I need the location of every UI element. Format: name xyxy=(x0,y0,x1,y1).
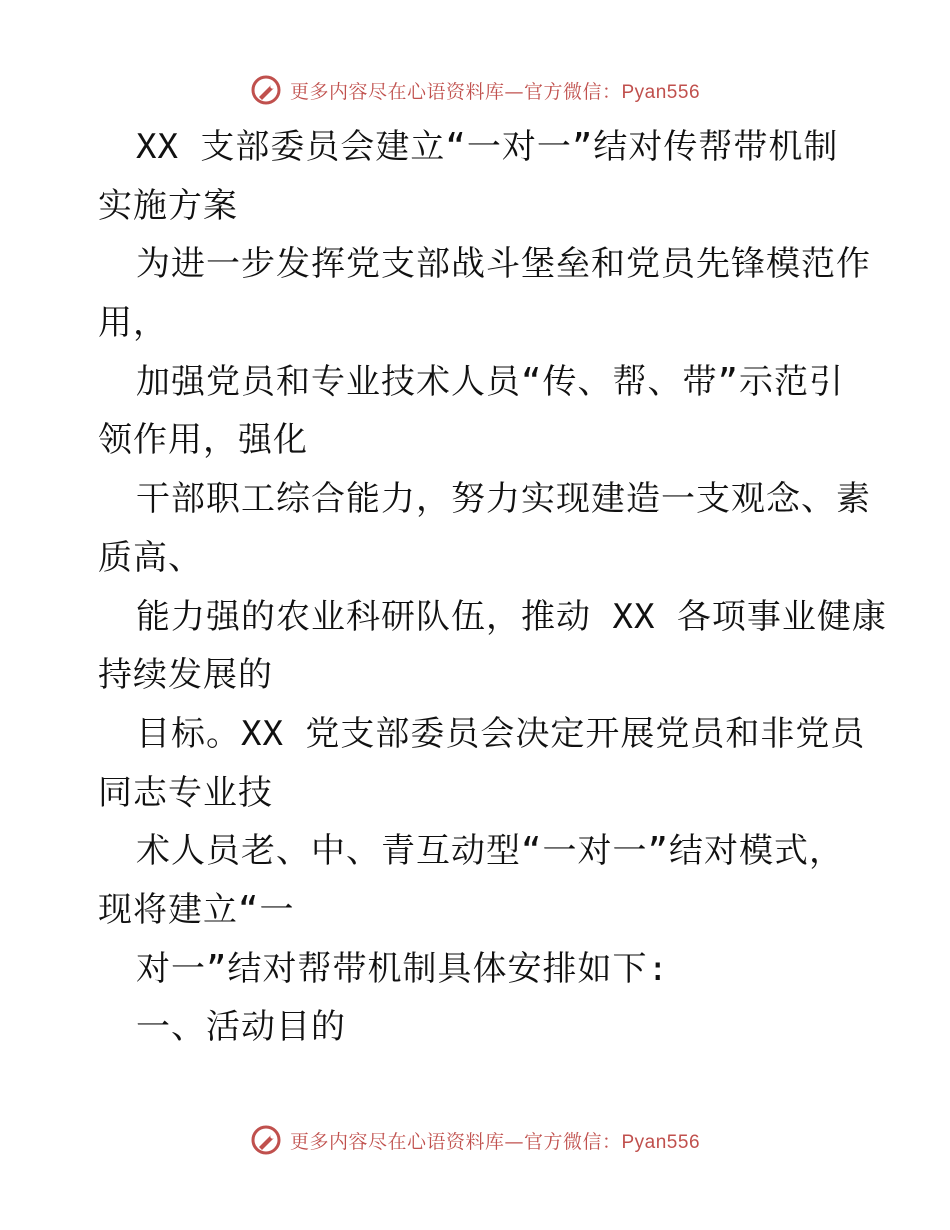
header-watermark xyxy=(0,70,950,110)
text-line: 质高、 xyxy=(98,537,203,578)
document-body xyxy=(98,118,887,1057)
watermark-id: Pyan556 xyxy=(621,1131,701,1153)
text-line: 目标。XX 党支部委员会决定开展党员和非党员 xyxy=(136,713,866,754)
pen-logo-icon xyxy=(250,1124,282,1156)
text-line: 现将建立“一 xyxy=(98,889,295,930)
text-line: 一、活动目的 xyxy=(136,1007,346,1048)
text-line: XX 支部委员会建立“一对一”结对传帮带机制 xyxy=(136,127,839,167)
text-line: 持续发展的 xyxy=(98,655,273,696)
text-line: 加强党员和专业技术人员“传、帮、带”示范引 xyxy=(136,361,844,402)
watermark-id: Pyan556 xyxy=(621,81,701,103)
text-line: 为进一步发挥党支部战斗堡垒和党员先锋模范作 xyxy=(136,244,871,285)
text-line: 对一”结对帮带机制具体安排如下: xyxy=(136,948,669,989)
footer-watermark xyxy=(0,1120,950,1160)
watermark-text: 更多内容尽在心语资料库—官方微信：Pyan556 xyxy=(289,80,701,103)
text-line: 术人员老、中、青互动型“一对一”结对模式， xyxy=(136,831,844,872)
text-line: 实施方案 xyxy=(98,185,238,226)
text-line: 领作用，强化 xyxy=(98,420,308,461)
watermark-text: 更多内容尽在心语资料库—官方微信：Pyan556 xyxy=(289,1130,701,1153)
text-line: 同志专业技 xyxy=(98,772,273,813)
text-line: 干部职工综合能力，努力实现建造一支观念、素 xyxy=(136,479,871,520)
text-line: 用， xyxy=(98,303,168,344)
pen-logo-icon xyxy=(250,74,282,106)
text-line: 能力强的农业科研队伍，推动 XX 各项事业健康 xyxy=(136,596,887,637)
